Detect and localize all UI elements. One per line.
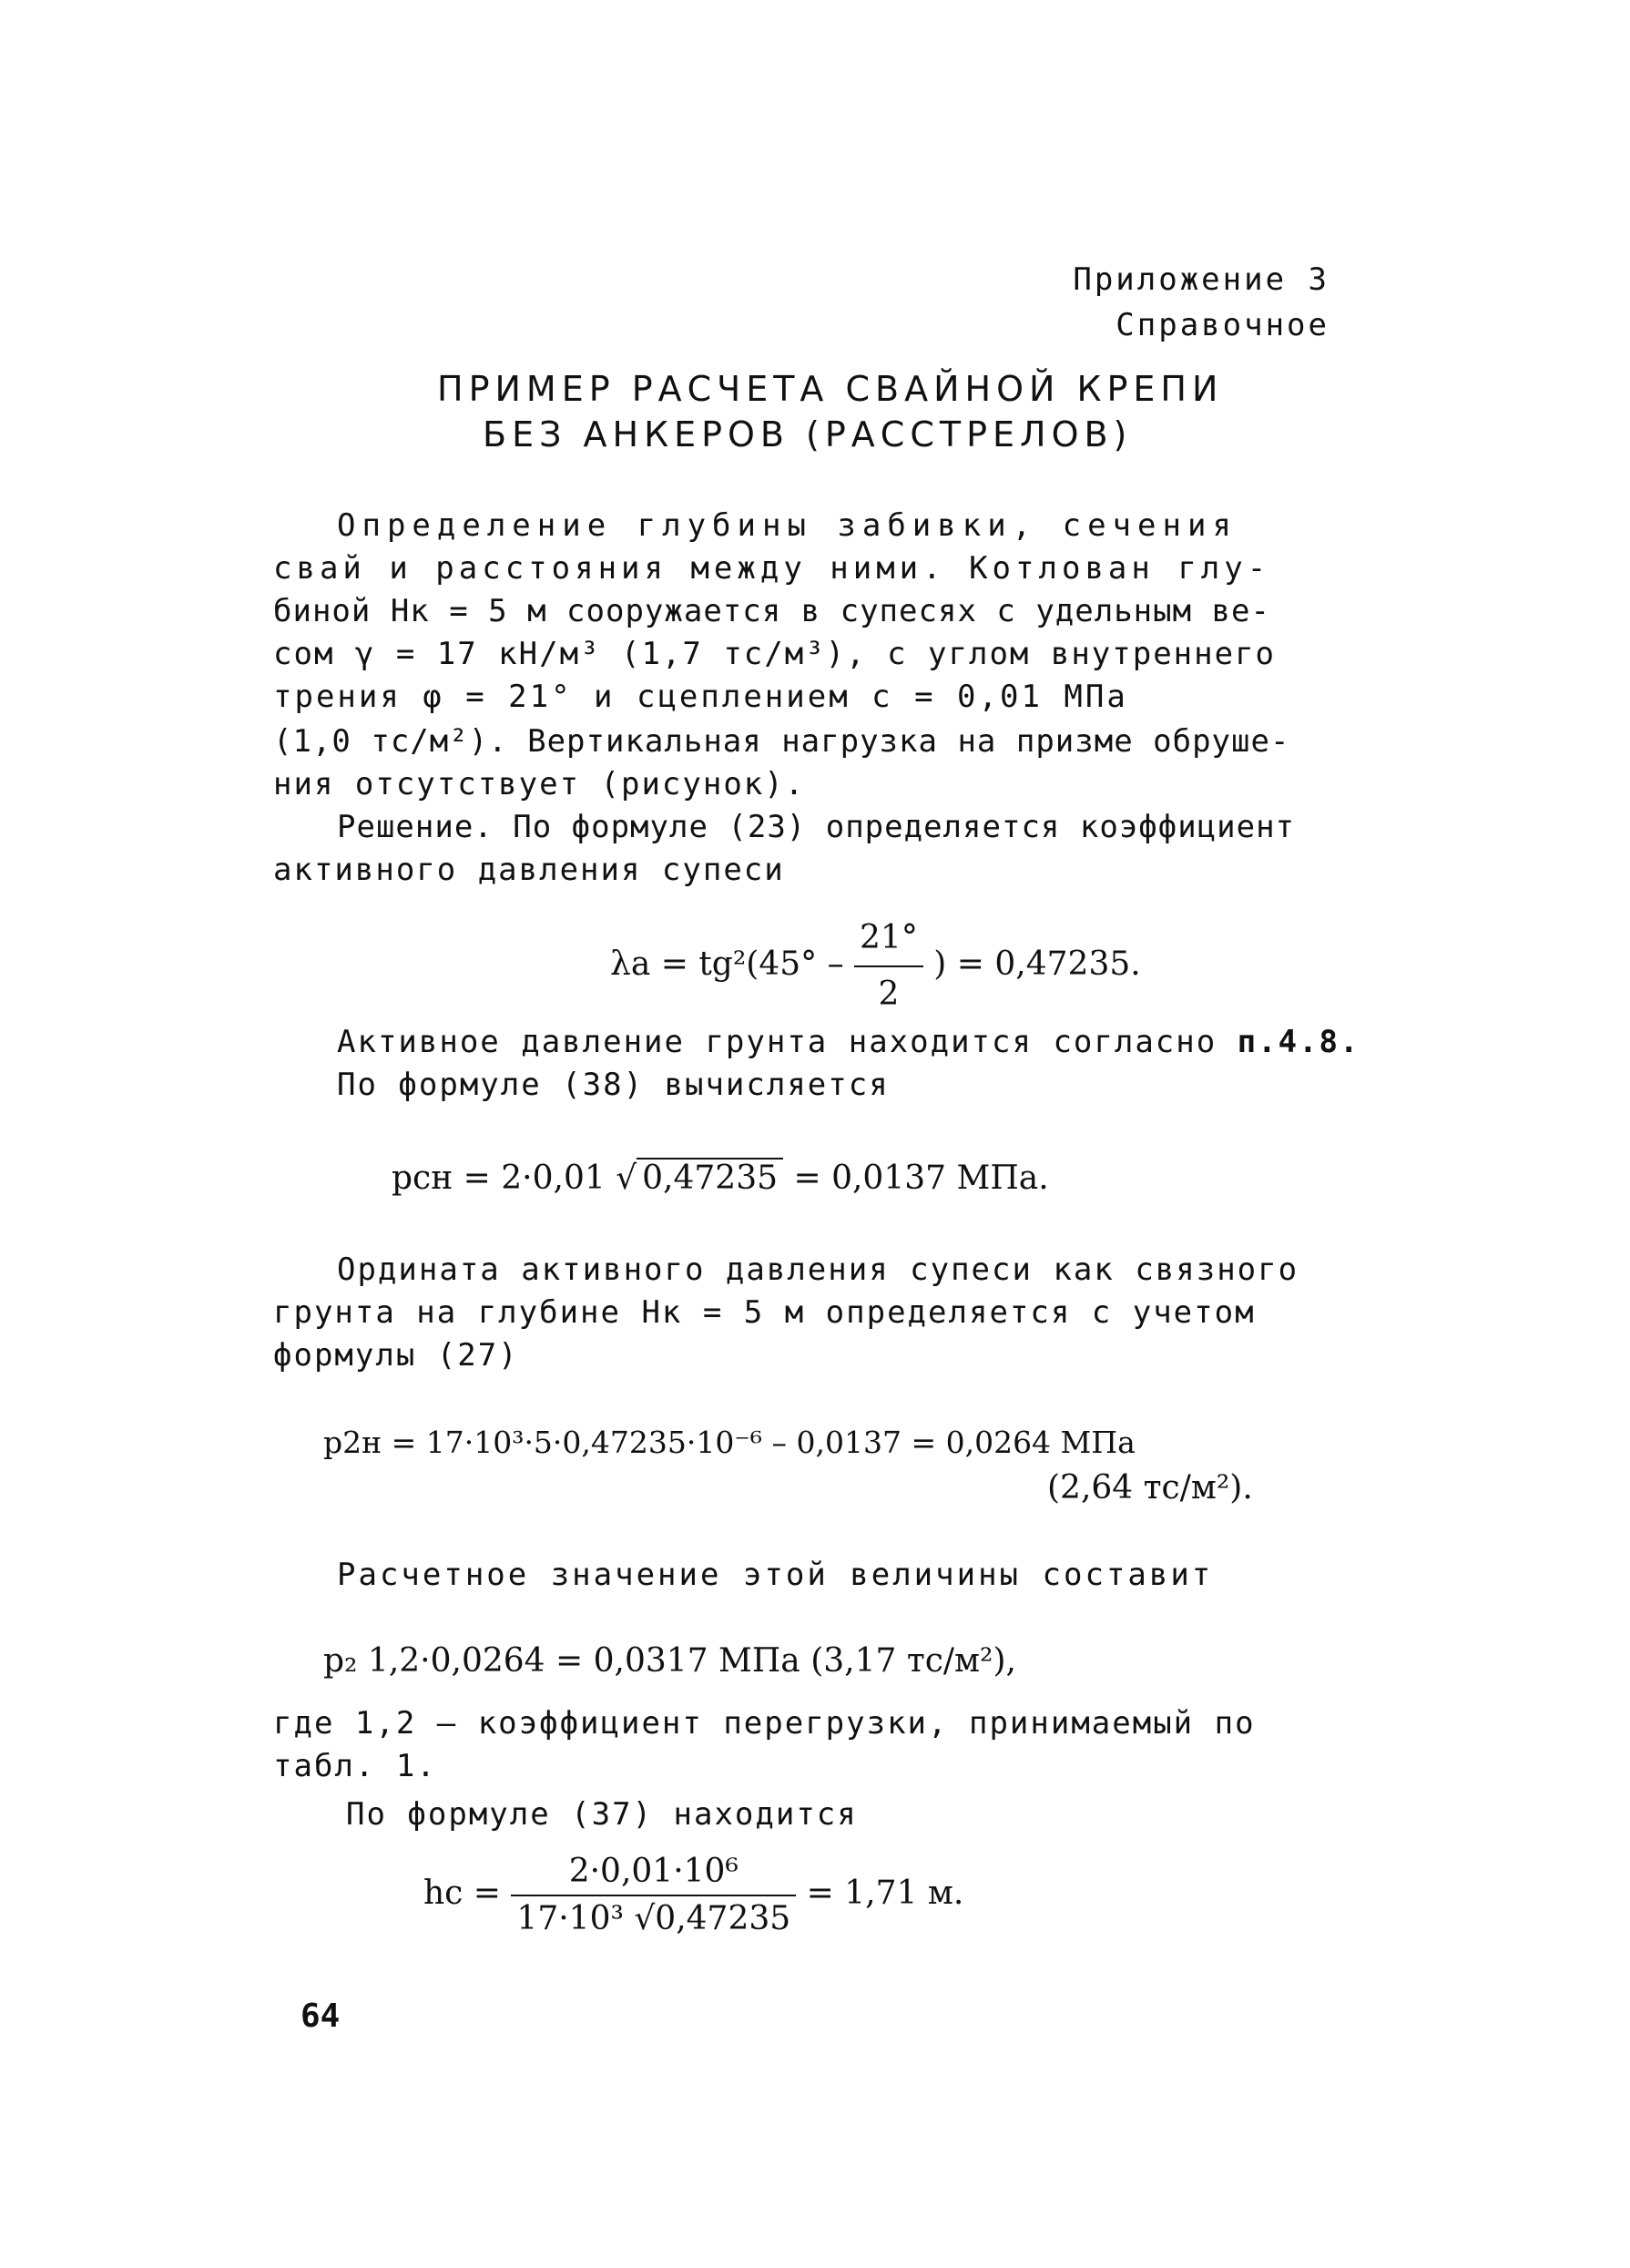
paragraph-2-line-1: Решение. По формуле (23) определяется коэффициент (337, 809, 1296, 845)
page-number: 64 (301, 1997, 341, 2035)
formula-lambda-denominator: 2 (878, 976, 900, 1013)
formula-pc (392, 1157, 1049, 1200)
formula-hc-denominator: 17·10³ √0,47235 (516, 1900, 791, 1937)
paragraph-6-line-2: табл. 1. (273, 1748, 437, 1784)
formula-hc-fraction (511, 1849, 796, 1942)
formula-p2-line-2: (2,64 тс/м²). (1047, 1469, 1253, 1507)
formula-lambda-rhs: ) = 0,47235. (933, 945, 1141, 983)
page-title-line-2: БЕЗ АНКЕРОВ (РАССТРЕЛОВ) (483, 414, 1133, 455)
paragraph-1-line-3: биной Hк = 5 м сооружается в супесях с удельным ве- (273, 593, 1270, 629)
appendix-label: Приложение 3 (1073, 261, 1329, 298)
section-reference: п.4.8. (1237, 1024, 1360, 1060)
appendix-kind: Справочное (1116, 307, 1329, 343)
paragraph-3-line-1 (337, 1020, 1360, 1064)
formula-pc-radicand: 0,47235 (637, 1158, 783, 1197)
paragraph-4-line-3: формулы (27) (273, 1337, 519, 1374)
formula-lambda-lhs: λa = tg²(45° – (610, 945, 844, 983)
paragraph-6-line-1: где 1,2 – коэффициент перегрузки, принимаемый по (273, 1705, 1256, 1742)
formula-hc-numerator: 2·0,01·10⁶ (511, 1849, 796, 1896)
paragraph-1-line-4: сом γ = 17 кН/м³ (1,7 тс/м³), с углом внутреннего (273, 636, 1277, 672)
paragraph-4-line-2: грунта на глубине Hк = 5 м определяется с учетом (273, 1294, 1256, 1331)
formula-hc (423, 1849, 963, 1942)
paragraph-1-line-5: трения φ = 21° и сцеплением c = 0,01 МПа (273, 679, 1128, 715)
formula-p2-line-1: p2н = 17·10³·5·0,47235·10⁻⁶ – 0,0137 = 0,0264 МПа (323, 1425, 1136, 1460)
paragraph-1-line-1: Определение глубины забивки, сечения (337, 507, 1238, 544)
formula-pc-rhs: = 0,0137 МПа. (793, 1160, 1049, 1197)
paragraph-4-line-1: Ордината активного давления супеси как связного (337, 1251, 1299, 1288)
paragraph-3-text: Активное давление грунта находится согласно (337, 1024, 1238, 1060)
page-title-line-1: ПРИМЕР РАСЧЕТА СВАЙНОЙ КРЕПИ (437, 369, 1224, 409)
paragraph-1-line-7: ния отсутствует (рисунок). (273, 766, 806, 802)
formula-pc-lhs: pcн = 2·0,01 √ (392, 1160, 637, 1197)
paragraph-1-line-2: свай и расстояния между ними. Котлован глу- (273, 550, 1271, 587)
paragraph-2-line-2: активного давления супеси (273, 852, 785, 888)
formula-lambda (610, 911, 1141, 1022)
formula-lambda-fraction (854, 911, 923, 1022)
paragraph-5-line-1: Расчетное значение этой величины составит (337, 1557, 1214, 1593)
paragraph-3-line-2: По формуле (38) вычисляется (337, 1067, 890, 1103)
formula-lambda-numerator: 21° (854, 911, 923, 967)
formula-hc-lhs: hc = (423, 1875, 501, 1912)
paragraph-1-line-6: (1,0 тс/м²). Вертикальная нагрузка на призме обруше- (273, 723, 1290, 760)
paragraph-6-line-3: По формуле (37) находится (346, 1796, 858, 1833)
formula-p2-design: p₂ 1,2·0,0264 = 0,0317 МПа (3,17 тс/м²), (323, 1642, 1016, 1680)
formula-hc-rhs: = 1,71 м. (806, 1875, 964, 1912)
